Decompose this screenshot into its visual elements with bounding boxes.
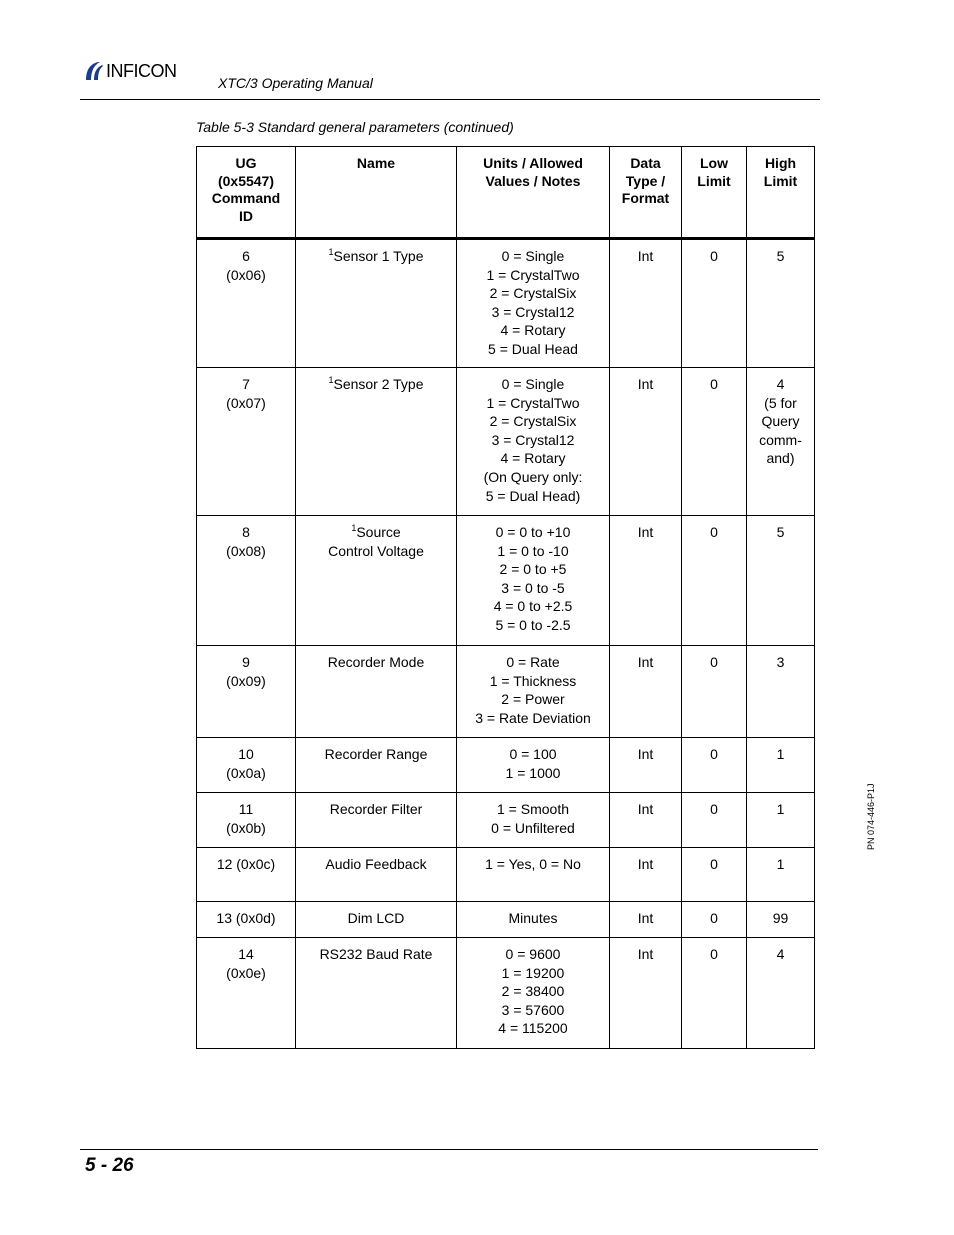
part-number: PN 074-446-P1J bbox=[866, 783, 876, 850]
column-header-type: Data Type / Format bbox=[610, 147, 682, 239]
cell-low: 0 bbox=[682, 516, 747, 646]
table-row bbox=[197, 938, 815, 1049]
cell-values: 0 = Single 1 = CrystalTwo 2 = CrystalSix 3 = Crystal12 4 = Rotary (On Query only: 5 = Dual Head) bbox=[457, 368, 610, 516]
cell-high: 5 bbox=[747, 516, 815, 646]
cell-low: 0 bbox=[682, 239, 747, 368]
cell-id: 10 (0x0a) bbox=[197, 738, 296, 793]
cell-low: 0 bbox=[682, 793, 747, 848]
footer-divider bbox=[80, 1149, 818, 1150]
footnote-marker: 1 bbox=[328, 375, 334, 385]
footnote-marker: 1 bbox=[328, 247, 334, 257]
cell-high: 1 bbox=[747, 738, 815, 793]
header-divider bbox=[80, 99, 820, 100]
table-row bbox=[197, 239, 815, 368]
brand-name: INFICON bbox=[106, 60, 177, 81]
cell-type: Int bbox=[610, 516, 682, 646]
inficon-logo-icon bbox=[82, 60, 104, 82]
column-header-high: High Limit bbox=[747, 147, 815, 239]
cell-id: 9 (0x09) bbox=[197, 646, 296, 738]
table-row bbox=[197, 368, 815, 516]
parameters-table bbox=[196, 146, 815, 1049]
cell-low: 0 bbox=[682, 646, 747, 738]
table-row bbox=[197, 516, 815, 646]
cell-name bbox=[296, 516, 457, 646]
manual-title: XTC/3 Operating Manual bbox=[218, 75, 373, 91]
cell-low: 0 bbox=[682, 902, 747, 938]
footnote-marker: 1 bbox=[351, 523, 357, 533]
cell-name: Recorder Filter bbox=[296, 793, 457, 848]
cell-name-text: Sensor 1 Type bbox=[333, 248, 424, 264]
cell-id: 7 (0x07) bbox=[197, 368, 296, 516]
cell-low: 0 bbox=[682, 848, 747, 902]
cell-low: 0 bbox=[682, 738, 747, 793]
cell-values: 0 = 100 1 = 1000 bbox=[457, 738, 610, 793]
column-header-values: Units / Allowed Values / Notes bbox=[457, 147, 610, 239]
cell-values: 0 = 9600 1 = 19200 2 = 38400 3 = 57600 4 = 115200 bbox=[457, 938, 610, 1049]
inficon-logo bbox=[82, 60, 177, 82]
cell-high: 99 bbox=[747, 902, 815, 938]
cell-type: Int bbox=[610, 938, 682, 1049]
cell-id: 13 (0x0d) bbox=[197, 902, 296, 938]
cell-high: 3 bbox=[747, 646, 815, 738]
cell-name: RS232 Baud Rate bbox=[296, 938, 457, 1049]
table-header-row bbox=[197, 147, 815, 239]
cell-type: Int bbox=[610, 738, 682, 793]
column-header-low: Low Limit bbox=[682, 147, 747, 239]
cell-type: Int bbox=[610, 793, 682, 848]
cell-type: Int bbox=[610, 848, 682, 902]
cell-high: 4 bbox=[747, 938, 815, 1049]
table-row bbox=[197, 793, 815, 848]
table-row bbox=[197, 738, 815, 793]
page-number: 5 - 26 bbox=[85, 1155, 134, 1176]
cell-type: Int bbox=[610, 646, 682, 738]
cell-values: 1 = Yes, 0 = No bbox=[457, 848, 610, 902]
cell-high: 4 (5 for Query comm- and) bbox=[747, 368, 815, 516]
cell-values: Minutes bbox=[457, 902, 610, 938]
table-row bbox=[197, 848, 815, 902]
cell-name: Recorder Range bbox=[296, 738, 457, 793]
cell-name: Recorder Mode bbox=[296, 646, 457, 738]
cell-id: 8 (0x08) bbox=[197, 516, 296, 646]
cell-type: Int bbox=[610, 902, 682, 938]
cell-id: 11 (0x0b) bbox=[197, 793, 296, 848]
cell-low: 0 bbox=[682, 368, 747, 516]
cell-high: 1 bbox=[747, 793, 815, 848]
cell-name-text: Sensor 2 Type bbox=[333, 376, 424, 392]
column-header-id: UG (0x5547) Command ID bbox=[197, 147, 296, 239]
cell-name: Audio Feedback bbox=[296, 848, 457, 902]
cell-name: Dim LCD bbox=[296, 902, 457, 938]
cell-type: Int bbox=[610, 368, 682, 516]
cell-high: 1 bbox=[747, 848, 815, 902]
cell-id: 6 (0x06) bbox=[197, 239, 296, 368]
cell-id: 12 (0x0c) bbox=[197, 848, 296, 902]
cell-values: 0 = 0 to +10 1 = 0 to -10 2 = 0 to +5 3 = 0 to -5 4 = 0 to +2.5 5 = 0 to -2.5 bbox=[457, 516, 610, 646]
table-row bbox=[197, 646, 815, 738]
cell-type: Int bbox=[610, 239, 682, 368]
cell-id: 14 (0x0e) bbox=[197, 938, 296, 1049]
cell-values: 1 = Smooth 0 = Unfiltered bbox=[457, 793, 610, 848]
column-header-name: Name bbox=[296, 147, 457, 239]
table-caption: Table 5-3 Standard general parameters (continued) bbox=[196, 119, 514, 135]
cell-name-text: Source Control Voltage bbox=[328, 524, 424, 559]
table-row bbox=[197, 902, 815, 938]
cell-values: 0 = Single 1 = CrystalTwo 2 = CrystalSix 3 = Crystal12 4 = Rotary 5 = Dual Head bbox=[457, 239, 610, 368]
cell-values: 0 = Rate 1 = Thickness 2 = Power 3 = Rate Deviation bbox=[457, 646, 610, 738]
cell-low: 0 bbox=[682, 938, 747, 1049]
cell-name bbox=[296, 368, 457, 516]
cell-high: 5 bbox=[747, 239, 815, 368]
cell-name bbox=[296, 239, 457, 368]
